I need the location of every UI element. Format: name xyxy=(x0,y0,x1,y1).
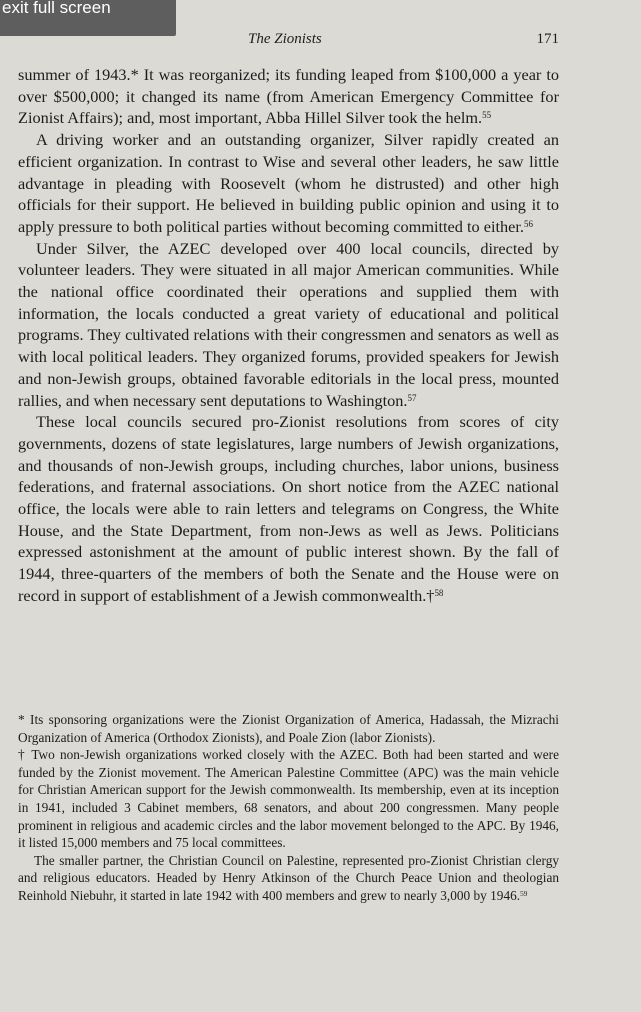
footnote-dagger: † Two non-Jewish organizations worked closely with the AZEC. Both had been started and were funded by the Zionist movement. The American Palestine Committee (APC) was the main vehicle for Christian American support for the Jewish commonwealth. Its membership, even at its inception in 1941, included 3 Cabinet members, 68 senators, and about 200 congressmen. Many people prominent in religious and academic circles and the labor movement belonged to the APC. By 1946, it listed 15,000 members and 75 local committees. xyxy=(18,747,559,851)
footnote-text: The smaller partner, the Christian Council on Palestine, represented pro-Zionist Christian clergy and religious educators. Headed by Henry Atkinson of the Church Peace Union and theologian Reinhold Niebuhr, it started in late 1942 with 400 members and grew to nearly 3,000 by 1946. xyxy=(18,852,559,903)
paragraph-4 xyxy=(18,411,559,606)
running-head-title: The Zionists xyxy=(248,31,322,47)
endnote-ref: 57 xyxy=(407,392,417,403)
exit-fullscreen-button[interactable]: exit full screen xyxy=(0,0,176,36)
footnote-continuation xyxy=(18,852,559,905)
paragraph-3 xyxy=(18,238,559,412)
paragraph-text: summer of 1943.* It was reorganized; its funding leaped from $100,000 a year to over $500,000; it changed its name (from American Emergency Committee for Zionist Affairs); and, most important, Abba Hillel Silver took the helm. xyxy=(18,65,559,128)
paragraph-text: These local councils secured pro-Zionist resolutions from scores of city governments, dozens of state legislatures, large numbers of Jewish organizations, and thousands of non-Jewish groups, including churches, labor unions, business federations, and fraternal associations. On short notice from the AZEC national office, the locals were able to rain letters and telegrams on Congress, the White House, and the State Department, from non-Jews as well as Jews. Politicians expressed astonishment at the amount of public interest shown. By the fall of 1944, three-quarters of the members of both the Senate and the House were on record in support of establishment of a Jewish commonwealth.† xyxy=(18,412,559,605)
paragraph-1 xyxy=(18,64,559,129)
endnote-ref: 56 xyxy=(523,219,533,229)
endnote-ref: 59 xyxy=(520,888,528,898)
endnote-ref: 58 xyxy=(434,587,444,598)
page-number: 171 xyxy=(536,31,559,47)
endnote-ref: 55 xyxy=(482,110,492,121)
paragraph-text: Under Silver, the AZEC developed over 400 local councils, directed by volunteer leaders. They were situated in all major American communities. While the national office coordinated their operations and supplied them with information, the locals conducted a great variety of educational and political programs. They cultivated relations with their congressmen and senators as well as with local political leaders. They organized forums, provided speakers for Jewish and non-Jewish groups, obtained favorable editorials in the local press, mounted rallies, and when necessary sent deputations to Washington. xyxy=(18,238,559,410)
footnotes xyxy=(18,711,559,905)
footnote-star: * Its sponsoring organizations were the Zionist Organization of America, Hadassah, the Mizrachi Organization of America (Orthodox Zionists), and Poale Zion (labor Zionists). xyxy=(18,712,559,745)
paragraph-2 xyxy=(18,129,559,238)
paragraph-text: A driving worker and an outstanding organizer, Silver rapidly created an efficient organization. In contrast to Wise and several other leaders, he saw little advantage in pleading with Roosevelt (whom he distrusted) and other high officials for their support. He believed in building public opinion and using it to apply pressure to both political parties without becoming committed to either. xyxy=(18,130,559,236)
body-text xyxy=(18,64,559,607)
